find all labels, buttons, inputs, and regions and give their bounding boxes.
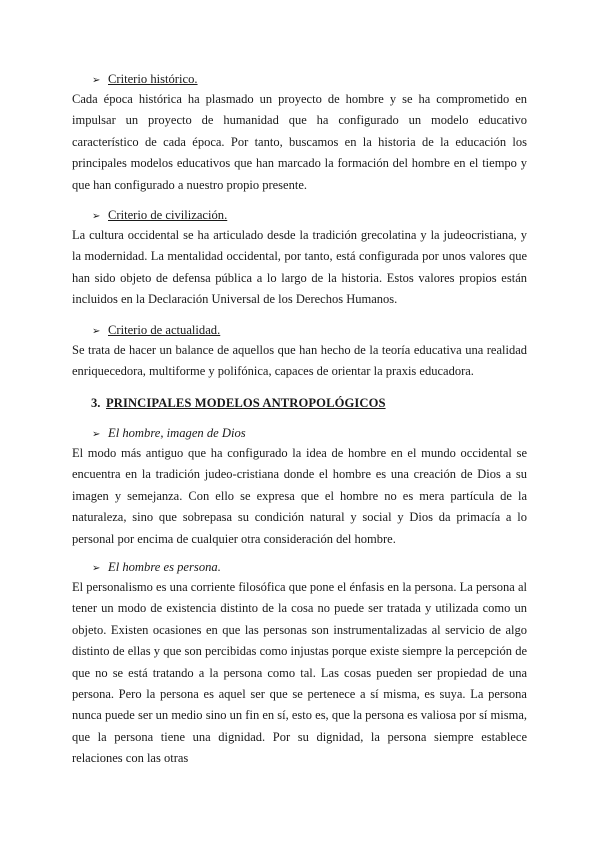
heading-label: El hombre es persona. — [108, 560, 221, 574]
heading-criterio-actualidad — [92, 322, 220, 340]
bullet-arrow-icon: ➢ — [92, 75, 101, 86]
bullet-arrow-icon: ➢ — [92, 326, 101, 337]
paragraph-historico: Cada época histórica ha plasmado un proyecto de hombre y se ha comprometido en impulsar un proyecto de humanidad que ha configurado un modelo educativo característico de cada época. Por tanto, buscamos en la historia de la educación los principales modelos educativos que han marcado la formación del hombre en el tiempo y que han configurado a nuestro propio presente. — [72, 92, 527, 192]
section-title-label: PRINCIPALES MODELOS ANTROPOLÓGICOS — [106, 396, 386, 410]
paragraph-civilizacion: La cultura occidental se ha articulado desde la tradición grecolatina y la judeocristiana, y la modernidad. La mentalidad occidental, por tanto, está configurada por unos valores que han sido objeto de defensa pública a lo largo de la historia. Estos valores propios están incluidos en la Declaración Universal de los Derechos Humanos. — [72, 228, 527, 307]
paragraph-actualidad: Se trata de hacer un balance de aquellos que han hecho de la teoría educativa una realidad enriquecedora, multiforme y polifónica, capaces de orientar la praxis educadora. — [72, 343, 527, 379]
heading-imagen-de-dios — [92, 425, 246, 443]
section-number: 3. — [91, 396, 101, 410]
heading-label: El hombre, imagen de Dios — [108, 426, 246, 440]
heading-es-persona — [92, 559, 221, 577]
heading-criterio-civilizacion — [92, 207, 227, 225]
heading-label: Criterio de actualidad. — [108, 323, 221, 337]
heading-criterio-historico — [92, 71, 198, 89]
paragraph-persona: El personalismo es una corriente filosófica que pone el énfasis en la persona. La persona al tener un modo de existencia distinto de la cosa no puede ser tratada y utilizada como un objeto. Existen ocasiones en que las personas son instrumentalizadas al servicio de algo distinto de ellas y que son percibidas como injustas porque existe siempre la percepción de que no se está tratando a la persona como tal. Las cosas pueden ser propiedad de una persona. Pero la persona es aquel ser que se pertenece a sí misma, es suya. La persona nunca puede ser un medio sino un fin en sí, esto es, que la persona es valiosa por sí misma, que la persona tiene una dignidad. Por su dignidad, la persona siempre establece relaciones con las otras — [72, 580, 527, 766]
bullet-arrow-icon: ➢ — [92, 429, 101, 440]
section-title — [91, 395, 386, 411]
paragraph-imagen-de-dios: El modo más antiguo que ha configurado la idea de hombre en el mundo occidental se encuentra en la tradición judeo-cristiana donde el hombre es una creación de Dios a su imagen y semejanza. Con ello se expresa que el hombre no es mera partícula de la naturaleza, sino que sobrepasa su condición natural y social y Dios da primacía a lo personal por encima de cualquier otra consideración del hombre. — [72, 446, 527, 546]
heading-label: Criterio histórico. — [108, 72, 198, 86]
heading-label: Criterio de civilización. — [108, 208, 228, 222]
bullet-arrow-icon: ➢ — [92, 211, 101, 222]
bullet-arrow-icon: ➢ — [92, 563, 101, 574]
